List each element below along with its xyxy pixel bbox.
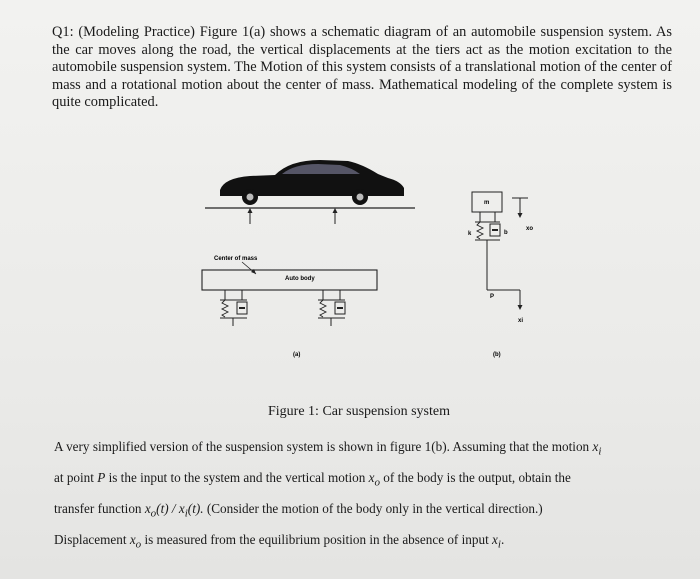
statement-line-4: Displacement $x_o$ is measured from the equilibrium position in the absence of input $x_i$.: [54, 532, 505, 552]
statement-line-2: at point P is the input to the system and the vertical motion $x_o$ of the body is the output, obtain the: [54, 470, 571, 489]
svg-text:b: b: [504, 230, 508, 236]
quarter-car-model: [468, 192, 533, 324]
svg-text:k: k: [468, 231, 472, 237]
problem-statement: [54, 434, 674, 559]
right-suspension: [318, 290, 345, 326]
svg-text:P: P: [490, 294, 495, 300]
label-center-of-mass: Center of mass: [214, 256, 258, 262]
car-icon: [220, 160, 404, 205]
left-suspension: [220, 290, 247, 326]
suspension-figure: [190, 150, 550, 370]
svg-text:m: m: [484, 200, 490, 206]
svg-text:xi: xi: [518, 318, 524, 324]
label-a: (a): [293, 352, 301, 358]
figure-caption: Figure 1: Car suspension system: [268, 404, 450, 419]
svg-text:xo: xo: [526, 226, 534, 232]
question-paragraph: Q1: (Modeling Practice) Figure 1(a) shows a schematic diagram of an automobile suspension system. As the car moves along the road, the vertical displacements at the tiers act as the motion excitation to the automobile suspension system. The Motion of this system consists of a translational motion of the center of mass and a rotational motion about the center of mass. Mathematical modeling of the complete system is quite complicated.: [52, 24, 672, 111]
statement-line-3: transfer function $x_o(t) / x_i(t)$. (Consider the motion of the body only in the vertical direction.): [54, 501, 543, 520]
label-auto-body: Auto body: [285, 276, 315, 282]
statement-line-1: A very simplified version of the suspension system is shown in figure 1(b). Assuming that the motion $x_i$: [54, 439, 602, 458]
label-b: (b): [493, 352, 501, 358]
